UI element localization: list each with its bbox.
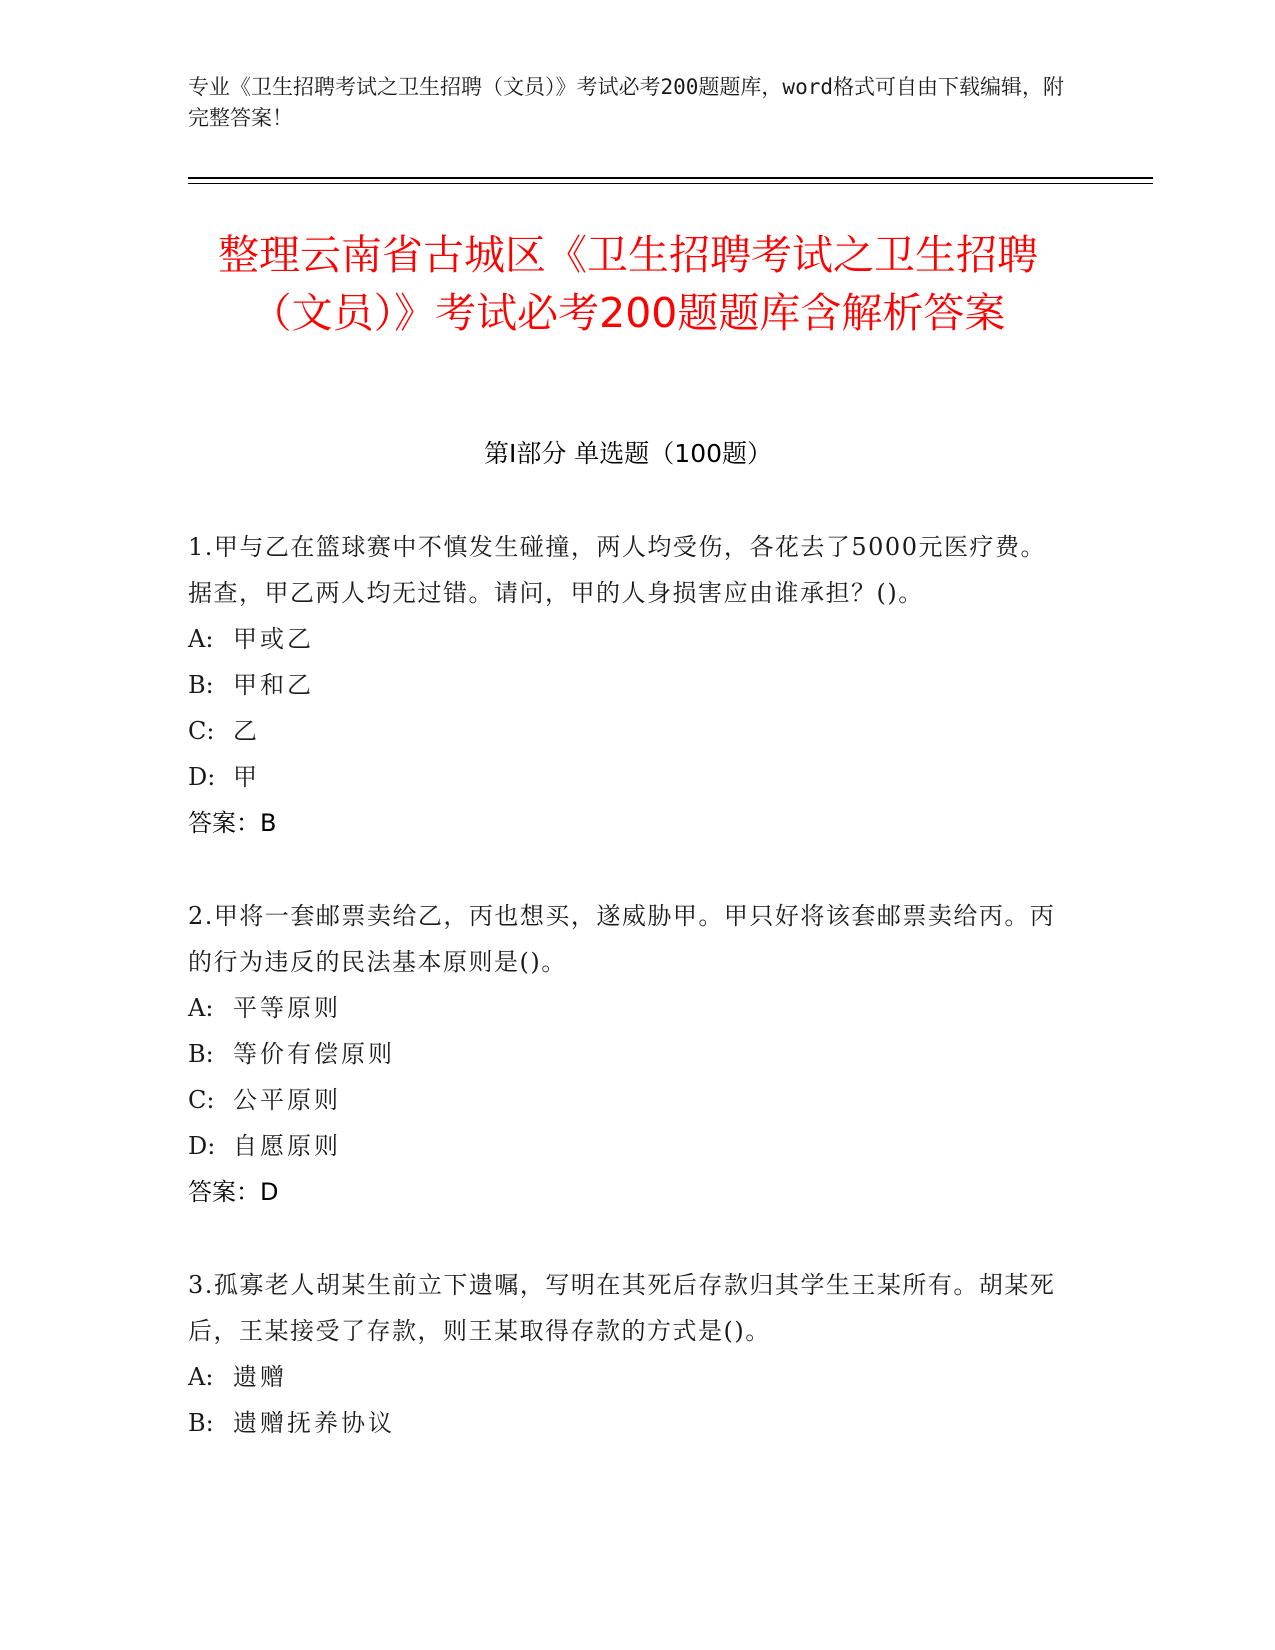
option-text: 乙 [233,717,260,745]
question-3 [188,1262,1068,1446]
option-label: B: [188,671,214,699]
option-a [188,1354,1068,1400]
option-label: A: [188,994,214,1022]
option-text: 等价有偿原则 [233,1040,395,1068]
option-d [188,1123,1068,1169]
option-b [188,1400,1068,1446]
option-c [188,1077,1068,1123]
question-1 [188,524,1068,846]
option-text: 甲 [233,763,260,791]
option-text: 遗赠 [233,1363,287,1391]
option-label: A: [188,1363,214,1391]
option-text: 公平原则 [233,1086,341,1114]
option-text: 平等原则 [233,994,341,1022]
option-c [188,708,1068,754]
option-text: 自愿原则 [233,1132,341,1160]
option-label: B: [188,1040,214,1068]
option-label: D: [188,763,216,791]
section-title: 第I部分 单选题（100题） [483,439,773,468]
question-text: 1.甲与乙在篮球赛中不慎发生碰撞，两人均受伤，各花去了5000元医疗费。据查，甲乙两人均无过错。请问，甲的人身损害应由谁承担？()。 [188,533,1046,607]
option-a [188,985,1068,1031]
option-label: A: [188,625,214,653]
option-b [188,1031,1068,1077]
answer: 答案：B [188,809,277,837]
header-rule-thick [188,177,1153,179]
option-a [188,616,1068,662]
option-text: 甲和乙 [233,671,314,699]
option-text: 遗赠抚养协议 [233,1409,395,1437]
question-list [188,524,1068,1493]
document-title: 整理云南省古城区《卫生招聘考试之卫生招聘（文员）》考试必考200题题库含解析答案 [218,231,1038,337]
question-text: 3.孤寡老人胡某生前立下遗嘱，写明在其死后存款归其学生王某所有。胡某死后，王某接受了存款，则王某取得存款的方式是()。 [188,1271,1056,1345]
option-label: D: [188,1132,216,1160]
option-label: C: [188,717,215,745]
header-note: 专业《卫生招聘考试之卫生招聘（文员）》考试必考200题题库，word格式可自由下载编辑，附完整答案！ [188,75,1064,130]
question-2 [188,893,1068,1215]
header-rule-thin [188,183,1153,184]
option-b [188,662,1068,708]
option-label: C: [188,1086,215,1114]
option-label: B: [188,1409,214,1437]
option-text: 甲或乙 [233,625,314,653]
option-d [188,754,1068,800]
question-text: 2.甲将一套邮票卖给乙，丙也想买，遂威胁甲。甲只好将该套邮票卖给丙。丙的行为违反的民法基本原则是()。 [188,902,1056,976]
answer: 答案：D [188,1178,279,1206]
